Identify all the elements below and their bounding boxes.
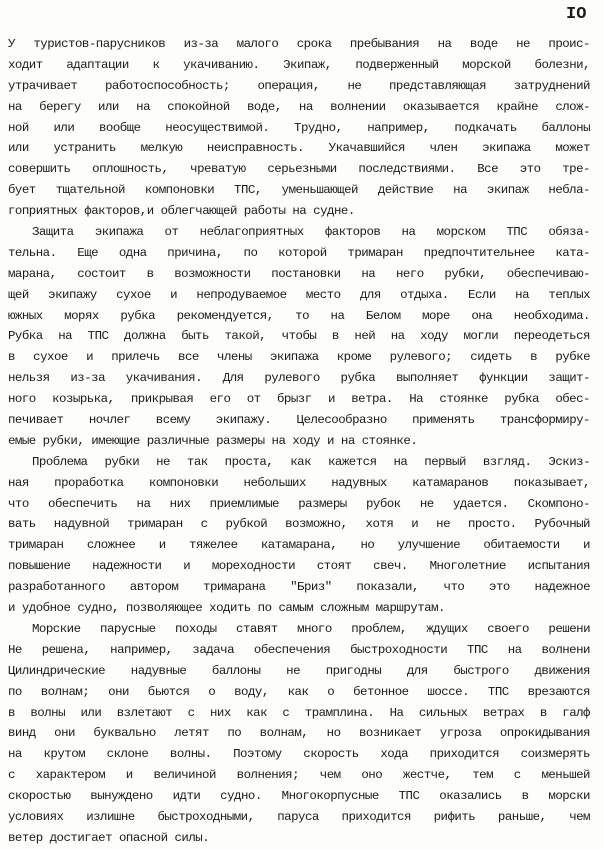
text-line: ная проработка компоновки небольших надувных катамаранов показывает, [8, 475, 590, 490]
text-line: ветер достигает опасной силы. [8, 830, 210, 845]
text-line: утрачивает работоспособность; операция, не представляющая затруднений [8, 78, 590, 93]
text-line: скоростью вынуждено идти судно. Многокорпусные ТПС оказались в морски [8, 789, 590, 804]
paragraph [8, 452, 590, 619]
text-line: на крутом склоне волны. Поэтому скорость хода приходится соизмерять [8, 747, 590, 762]
text-line: на берегу или на спокойной воде, на волнении оказывается крайне слож- [8, 99, 590, 114]
text-line: повышение надежности и мореходности стоят свеч. Многолетние испытания [8, 559, 590, 574]
text-line: ной или вообще неосуществимой. Трудно, например, подкачать баллоны [8, 120, 590, 135]
text-line: Защита экипажа от неблагоприятных факторов на морском ТПС обяза- [32, 225, 590, 240]
text-line: ного козырька, прикрывая его от брызг и ветра. На стоянке рубка обес- [8, 392, 590, 407]
text-line: и удобное судно, позволяющее ходить по самым сложным маршрутам. [8, 601, 445, 616]
text-line: условиях излишне быстроходными, паруса приходится рифить раньше, чем [8, 809, 590, 824]
paragraph [8, 222, 590, 452]
text-line: тельна. Еще одна причина, по которой тримаран предпочтительнее ката- [8, 245, 590, 260]
text-line: Рубка на ТПС должна быть такой, чтобы в ней на ходу могли переодеться [8, 329, 590, 344]
text-line: ходит адаптации к укачиванию. Экипаж, подверженный морской болезни, [8, 57, 590, 72]
text-line: тримаран сложнее и тяжелее катамарана, но улучшение обитаемости и [8, 538, 590, 553]
text-line: разработанного автором тримарана "Бриз" показали, что это надежное [8, 580, 590, 595]
text-line: марана, состоит в возможности постановки на него рубки, обеспечиваю- [8, 266, 590, 281]
text-line: емые рубки, имеющие различные размеры на ходу и на стоянке. [8, 433, 418, 448]
text-line: с характером и величиной волнения; чем оно жестче, тем с меньшей [8, 768, 590, 783]
text-line: печивает ночлег всему экипажу. Целесообразно применять трансформиру- [8, 413, 590, 428]
text-line: У туристов-парусников из-за малого срока пребывания на воде не проис- [8, 37, 590, 51]
paragraph [8, 34, 590, 222]
text-line: что обеспечить на них приемлимые размеры рубок не удается. Скомпоно- [8, 496, 590, 511]
paragraph [8, 619, 590, 849]
text-line: в сухое и прилечь все члены экипажа кроме рулевого; сидеть в рубке [8, 350, 590, 365]
text-line: Морские парусные походы ставят много проблем, ждущих своего решени [32, 621, 590, 636]
text-line: совершить оплошность, чреватую серьезными последствиями. Все это тре- [8, 162, 590, 177]
text-line: щей экипажу сухое и непродуваемое место для отдыха. Если на теплых [8, 287, 590, 302]
text-line: бует тщательной компоновки ТПС, уменьшающей действие на экипаж небла- [8, 183, 590, 198]
text-line: Цилиндрические надувные баллоны не пригодны для быстрого движения [8, 663, 590, 678]
page-number: IO [566, 5, 587, 24]
text-line: нельзя из-за укачивания. Для рулевого рубка выполняет функции защит- [8, 371, 590, 386]
text-body [8, 34, 590, 849]
text-line: в волны или взлетают с них как с трамплина. На сильных ветрах в галф [8, 705, 590, 720]
text-line: вать надувной тримаран с рубкой возможно, хотя и не просто. Рубочный [8, 517, 590, 532]
text-line: по волнам; они бьются о воду, как о бетонное шоссе. ТПС врезаются [8, 684, 590, 699]
text-line: гоприятных факторов,и облегчающей работы на судне. [8, 204, 355, 219]
text-line: южных морях рубка рекомендуется, то на Белом море она необходима. [8, 308, 590, 323]
text-line: или устранить мелкую неисправность. Укачавшийся член экипажа может [8, 141, 590, 156]
text-line: Не решена, например, задача обеспечения быстроходности ТПС на волнени [8, 642, 590, 657]
text-line: Проблема рубки не так проста, как кажется на первый взгляд. Эскиз- [32, 454, 590, 469]
text-line: винд они буквально летят по волнам, но возникает угроза опрокидывания [8, 726, 590, 741]
